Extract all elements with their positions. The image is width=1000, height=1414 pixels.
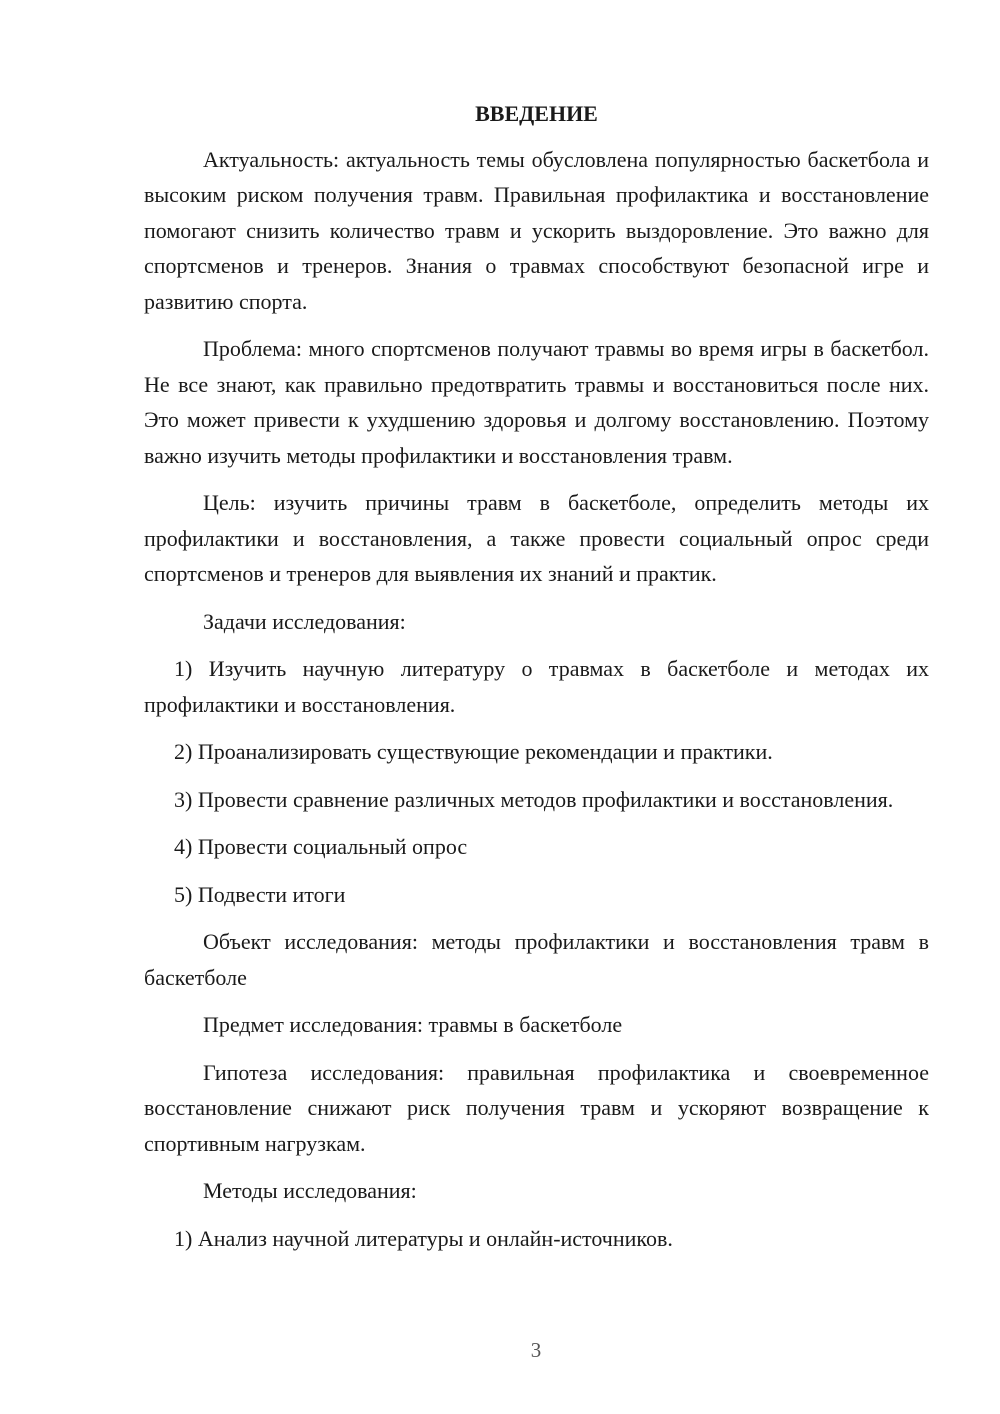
task-item-5: 5) Подвести итоги — [174, 881, 346, 907]
page-content — [144, 96, 929, 1268]
page-number: 3 — [530, 1338, 542, 1362]
methods-heading: Методы исследования: — [203, 1178, 417, 1203]
object-paragraph: Объект исследования: методы профилактики и восстановления травм в баскетболе — [144, 929, 929, 990]
task-item-4: 4) Провести социальный опрос — [174, 834, 468, 859]
goal-paragraph: Цель: изучить причины травм в баскетболе, определить методы их профилактики и восстановления, а также провести социальный опрос среди спортсменов и тренеров для выявления их знаний и практик. — [144, 490, 929, 586]
method-item-1: 1) Анализ научной литературы и онлайн-источников. — [174, 1225, 673, 1251]
problem-paragraph: Проблема: много спортсменов получают травмы во время игры в баскетбол. Не все знают, как правильно предотвратить травмы и восстановиться после них. Это может привести к ухудшению здоровья и долгому восстановлению. Поэтому важно изучить методы профилактики и восстановления травм. — [144, 336, 929, 468]
hypothesis-paragraph: Гипотеза исследования: правильная профилактика и своевременное восстановление снижают риск получения травм и ускоряют возвращение к спортивным нагрузкам. — [144, 1059, 929, 1156]
task-item-3: 3) Провести сравнение различных методов профилактики и восстановления. — [174, 786, 894, 812]
section-title: ВВЕДЕНИЕ — [475, 101, 598, 126]
task-item-2: 2) Проанализировать существующие рекомендации и практики. — [174, 739, 773, 764]
task-item-1: 1) Изучить научную литературу о травмах в баскетболе и методах их профилактики и восстановления. — [144, 656, 929, 717]
relevance-paragraph: Актуальность: актуальность темы обусловлена популярностью баскетбола и высоким риском получения травм. Правильная профилактика и восстановление помогают снизить количество травм и ускорить выздоровление. Это важно для спортсменов и тренеров. Знания о травмах способствуют безопасной игре и развитию спорта. — [144, 146, 929, 314]
subject-paragraph: Предмет исследования: травмы в баскетболе — [203, 1012, 623, 1037]
tasks-heading: Задачи исследования: — [203, 608, 406, 634]
